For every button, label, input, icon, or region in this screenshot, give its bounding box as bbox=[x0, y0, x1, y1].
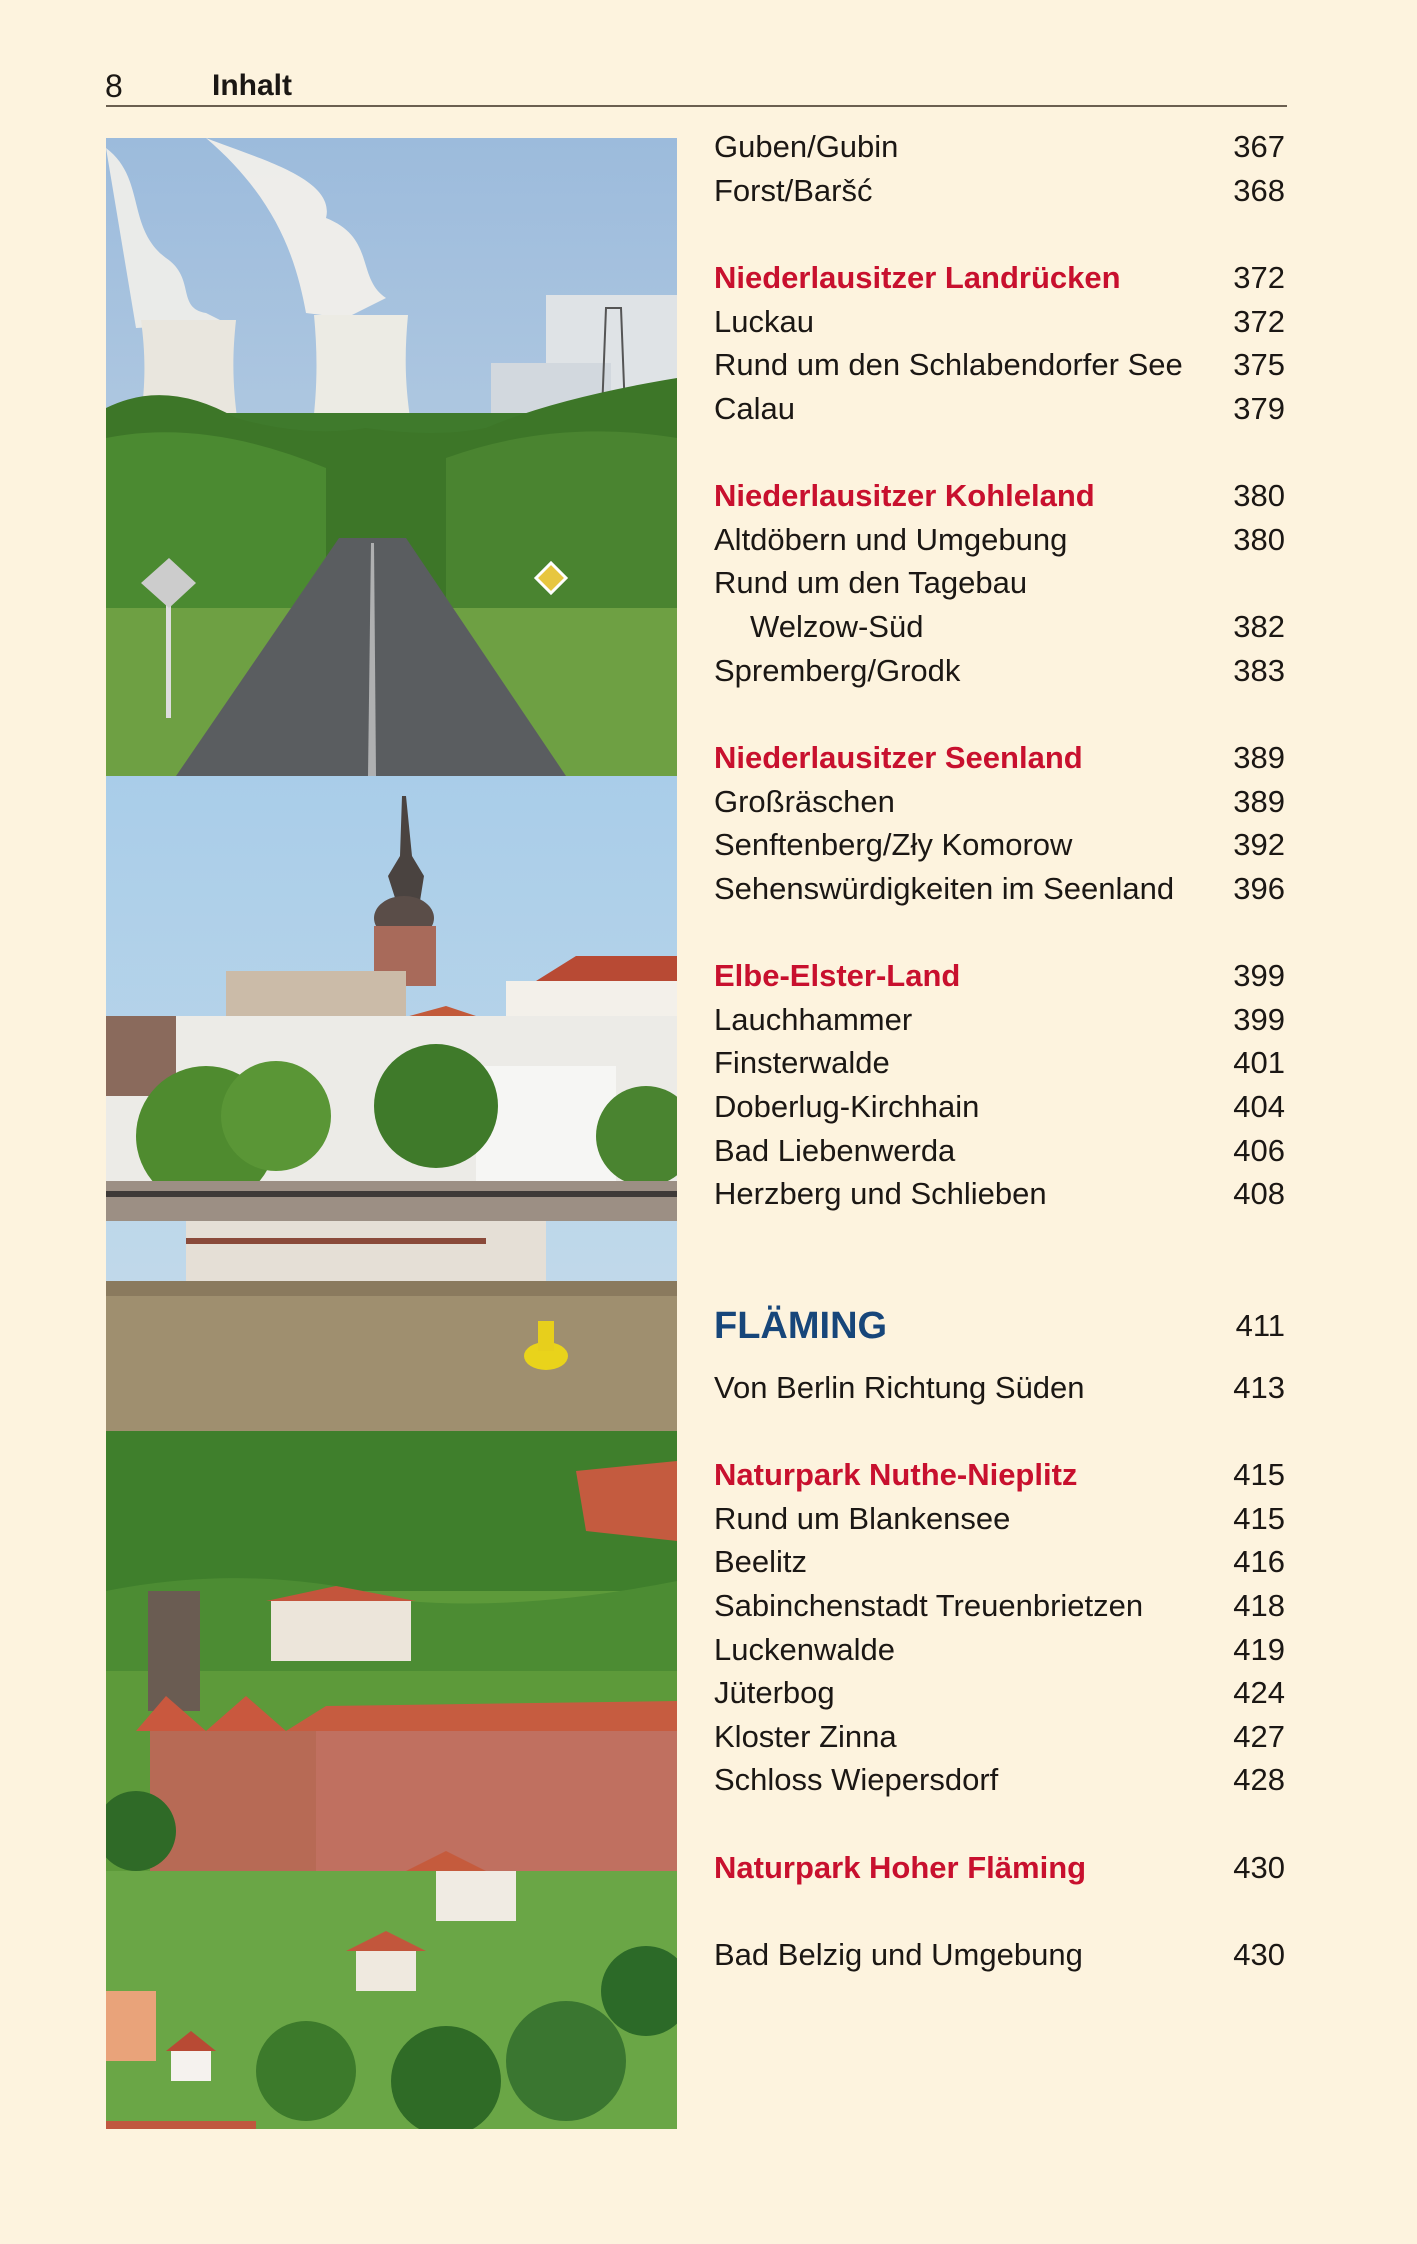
toc-page-number: 389 bbox=[1233, 739, 1285, 775]
toc-page-number: 389 bbox=[1233, 783, 1285, 819]
toc-entry[interactable] bbox=[714, 1497, 1287, 1541]
toc-page-number: 399 bbox=[1233, 958, 1285, 994]
toc-chapter-heading[interactable] bbox=[714, 1286, 1287, 1366]
toc-entry[interactable] bbox=[714, 1671, 1287, 1715]
page-number: 8 bbox=[105, 68, 123, 104]
toc-entry[interactable] bbox=[714, 1041, 1287, 1085]
toc-entry[interactable] bbox=[714, 998, 1287, 1042]
photo-castle-aerial bbox=[106, 1431, 677, 2129]
toc-entry[interactable] bbox=[714, 1584, 1287, 1628]
toc-section-heading[interactable] bbox=[714, 1453, 1287, 1497]
toc-entry-title: Sehenswürdigkeiten im Seenland bbox=[714, 870, 1175, 906]
toc-entry[interactable] bbox=[714, 1758, 1287, 1802]
toc-page-number: 413 bbox=[1233, 1369, 1285, 1405]
toc-entry-title: Niederlausitzer Landrücken bbox=[714, 259, 1121, 295]
toc-page-number: 424 bbox=[1233, 1675, 1285, 1711]
toc-page-number: 367 bbox=[1233, 129, 1285, 164]
toc-page-number: 382 bbox=[1233, 609, 1285, 645]
toc-page-number: 408 bbox=[1233, 1176, 1285, 1212]
toc-entry[interactable] bbox=[714, 1172, 1287, 1216]
toc-page-number: 415 bbox=[1233, 1500, 1285, 1536]
toc-entry-title: Naturpark Hoher Fläming bbox=[714, 1849, 1087, 1885]
toc-spacer bbox=[714, 1889, 1287, 1933]
toc-page-number: 368 bbox=[1233, 172, 1285, 208]
toc-entry-title: Rund um den Schlabendorfer See bbox=[714, 347, 1183, 383]
toc-page-number: 399 bbox=[1233, 1001, 1285, 1037]
toc-spacer bbox=[714, 1409, 1287, 1453]
toc-page-number: 419 bbox=[1233, 1631, 1285, 1667]
toc-entry[interactable] bbox=[714, 518, 1287, 562]
toc-entry-title: FLÄMING bbox=[714, 1304, 888, 1347]
toc-entry-title: Jüterbog bbox=[714, 1675, 835, 1711]
toc-entry-title: Senftenberg/Zły Komorow bbox=[714, 827, 1073, 863]
toc-page-number: 383 bbox=[1233, 652, 1285, 688]
toc-spacer bbox=[714, 1216, 1287, 1260]
toc-spacer bbox=[714, 1802, 1287, 1846]
toc-entry-title: Kloster Zinna bbox=[714, 1718, 897, 1754]
toc-entry-title: Herzberg und Schlieben bbox=[714, 1176, 1047, 1212]
toc-page-number: 428 bbox=[1233, 1762, 1285, 1798]
toc-entry-title: Elbe-Elster-Land bbox=[714, 958, 961, 994]
page-title: Inhalt bbox=[212, 69, 292, 102]
toc-spacer bbox=[714, 212, 1287, 256]
toc-entry[interactable] bbox=[714, 1366, 1287, 1410]
toc-entry-title: Doberlug-Kirchhain bbox=[714, 1089, 980, 1125]
toc-page-number: 392 bbox=[1233, 827, 1285, 863]
toc-page-number: 411 bbox=[1235, 1307, 1285, 1343]
toc-entry[interactable] bbox=[714, 649, 1287, 693]
toc-entry-title: Schloss Wiepersdorf bbox=[714, 1762, 999, 1798]
toc-entry-title: Welzow-Süd bbox=[750, 609, 924, 645]
toc-spacer bbox=[714, 911, 1287, 955]
toc-entry[interactable] bbox=[714, 1933, 1287, 1977]
toc-entry-title: Sabinchenstadt Treuenbrietzen bbox=[714, 1587, 1144, 1623]
toc-entry-title: Rund um Blankensee bbox=[714, 1500, 1011, 1536]
table-of-contents bbox=[714, 125, 1287, 1977]
toc-page-number: 418 bbox=[1233, 1587, 1285, 1623]
toc-entry-title: Luckau bbox=[714, 303, 814, 339]
toc-entry[interactable] bbox=[714, 1129, 1287, 1173]
toc-page-number: 430 bbox=[1233, 1849, 1285, 1885]
toc-entry[interactable] bbox=[714, 1628, 1287, 1672]
toc-entry[interactable] bbox=[714, 1715, 1287, 1759]
toc-entry-title: Altdöbern und Umgebung bbox=[714, 521, 1068, 557]
photo-power-plant-road bbox=[106, 138, 677, 776]
toc-page-number: 380 bbox=[1233, 521, 1285, 557]
toc-page-number: 380 bbox=[1233, 478, 1285, 514]
toc-section-heading[interactable] bbox=[714, 954, 1287, 998]
toc-entry-title: Bad Liebenwerda bbox=[714, 1132, 956, 1168]
toc-page-number: 430 bbox=[1233, 1936, 1285, 1972]
toc-section-heading[interactable] bbox=[714, 1846, 1287, 1890]
toc-section-heading[interactable] bbox=[714, 736, 1287, 780]
toc-page-number: 401 bbox=[1233, 1045, 1285, 1081]
toc-entry-title: Beelitz bbox=[714, 1544, 808, 1580]
toc-entry-title: Guben/Gubin bbox=[714, 129, 899, 164]
toc-entry-title: Finsterwalde bbox=[714, 1045, 890, 1081]
toc-entry-title: Lauchhammer bbox=[714, 1001, 913, 1037]
toc-entry[interactable] bbox=[714, 561, 1287, 605]
toc-entry-title: Großräschen bbox=[714, 783, 895, 819]
toc-entry-title: Bad Belzig und Umgebung bbox=[714, 1936, 1083, 1972]
toc-page-number: 415 bbox=[1233, 1456, 1285, 1492]
toc-section-heading[interactable] bbox=[714, 256, 1287, 300]
toc-page-number: 375 bbox=[1233, 347, 1285, 383]
toc-entry[interactable] bbox=[714, 1085, 1287, 1129]
toc-page-number: 379 bbox=[1233, 390, 1285, 426]
toc-entry-title: Niederlausitzer Seenland bbox=[714, 739, 1083, 775]
toc-page-number: 404 bbox=[1233, 1089, 1285, 1125]
toc-section-heading[interactable] bbox=[714, 474, 1287, 518]
toc-entry-title: Calau bbox=[714, 390, 795, 426]
toc-entry[interactable] bbox=[714, 125, 1287, 169]
header-rule bbox=[106, 105, 1287, 107]
toc-page-number: 406 bbox=[1233, 1132, 1285, 1168]
toc-entry-title: Luckenwalde bbox=[714, 1631, 895, 1667]
toc-page-number: 372 bbox=[1233, 303, 1285, 339]
toc-page-number: 416 bbox=[1233, 1544, 1285, 1580]
toc-entry-title: Niederlausitzer Kohleland bbox=[714, 478, 1095, 514]
toc-entry[interactable] bbox=[714, 605, 1287, 649]
toc-entry[interactable] bbox=[714, 1540, 1287, 1584]
toc-page-number: 372 bbox=[1233, 259, 1285, 295]
photo-church-town-river bbox=[106, 776, 677, 1431]
toc-entry[interactable] bbox=[714, 343, 1287, 387]
toc-page-number: 427 bbox=[1233, 1718, 1285, 1754]
toc-entry[interactable] bbox=[714, 780, 1287, 824]
toc-entry-title: Forst/Baršć bbox=[714, 172, 873, 208]
toc-entry-title: Von Berlin Richtung Süden bbox=[714, 1369, 1085, 1405]
toc-entry[interactable] bbox=[714, 169, 1287, 213]
toc-entry[interactable] bbox=[714, 300, 1287, 344]
toc-entry-title: Spremberg/Grodk bbox=[714, 652, 961, 688]
toc-entry[interactable] bbox=[714, 867, 1287, 911]
toc-entry-title: Naturpark Nuthe-Nieplitz bbox=[714, 1456, 1078, 1492]
toc-entry-title: Rund um den Tagebau bbox=[714, 565, 1028, 601]
toc-entry[interactable] bbox=[714, 823, 1287, 867]
toc-spacer bbox=[714, 430, 1287, 474]
toc-spacer bbox=[714, 692, 1287, 736]
toc-entry[interactable] bbox=[714, 387, 1287, 431]
toc-page-number: 396 bbox=[1233, 870, 1285, 906]
